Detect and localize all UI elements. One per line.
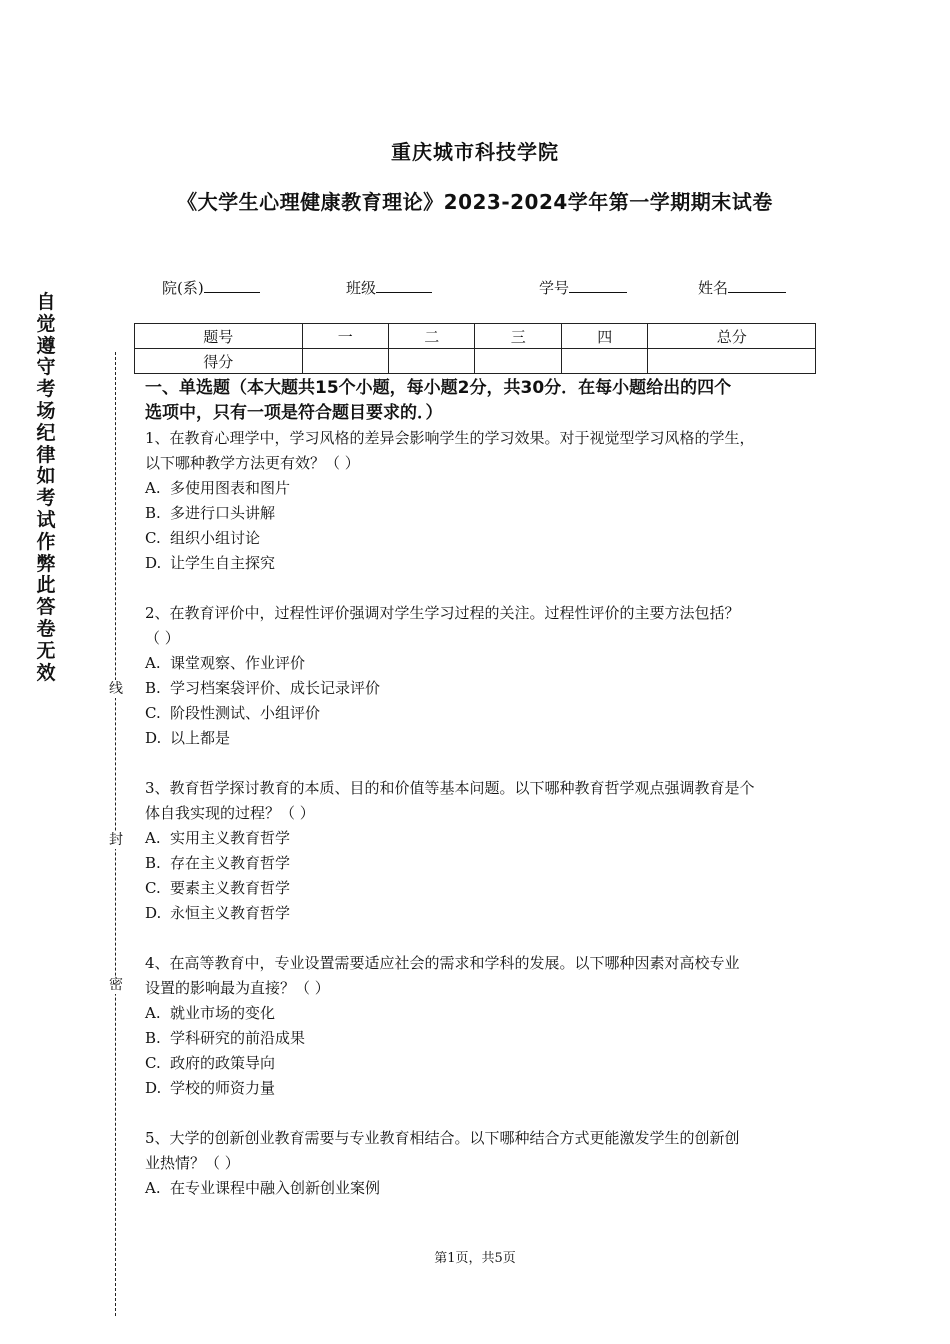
question-stem-line: 以下哪种教学方法更有效？（ ） xyxy=(145,454,360,472)
question-stem-line: 4、在高等教育中，专业设置需要适应社会的需求和学科的发展。以下哪种因素对高校专业 xyxy=(145,954,740,972)
option-c[interactable]: C. 要素主义教育哲学 xyxy=(145,879,291,897)
score-cell-2[interactable] xyxy=(388,349,474,374)
score-table-score-row xyxy=(135,349,816,374)
question-5 xyxy=(145,1126,821,1201)
question-2 xyxy=(145,601,821,751)
binding-warning-char: 弊 xyxy=(36,552,56,575)
name-field xyxy=(698,276,786,298)
binding-warning-char: 作 xyxy=(36,530,56,553)
class-field xyxy=(346,276,432,298)
student-id-label: 学号 xyxy=(539,279,570,297)
option-b[interactable]: B. 存在主义教育哲学 xyxy=(145,854,291,872)
score-table-col-1: 一 xyxy=(302,324,388,349)
score-table-col-3: 三 xyxy=(475,324,561,349)
binding-secret-label: 密 xyxy=(106,976,126,994)
binding-warning-char: 遵 xyxy=(36,334,56,357)
question-3 xyxy=(145,776,821,926)
school-name: 重庆城市科技学院 xyxy=(391,140,559,164)
exam-content xyxy=(145,376,821,1201)
score-cell-4[interactable] xyxy=(561,349,647,374)
department-field xyxy=(162,276,260,298)
question-stem-line: 业热情？（ ） xyxy=(145,1154,240,1172)
binding-warning-char: 考 xyxy=(36,487,56,510)
class-label: 班级 xyxy=(346,279,377,297)
section-heading-line-1: 一、单选题（本大题共15个小题，每小题2分，共30分．在每小题给出的四个 xyxy=(145,378,732,398)
option-a[interactable]: A. 多使用图表和图片 xyxy=(145,479,291,497)
question-stem-line: 2、在教育评价中，过程性评价强调对学生学习过程的关注。过程性评价的主要方法包括？ xyxy=(145,604,740,622)
binding-warning-char: 无 xyxy=(36,639,56,662)
option-c[interactable]: C. 组织小组讨论 xyxy=(145,529,261,547)
question-4 xyxy=(145,951,821,1101)
binding-warning-char: 考 xyxy=(36,378,56,401)
option-b[interactable]: B. 学科研究的前沿成果 xyxy=(145,1029,306,1047)
option-a[interactable]: A. 在专业课程中融入创新创业案例 xyxy=(145,1179,381,1197)
option-a[interactable]: A. 就业市场的变化 xyxy=(145,1004,276,1022)
option-b[interactable]: B. 多进行口头讲解 xyxy=(145,504,276,522)
student-id-blank[interactable] xyxy=(569,276,627,293)
binding-warning-char: 如 xyxy=(36,465,56,488)
option-a[interactable]: A. 课堂观察、作业评价 xyxy=(145,654,306,672)
binding-warning-char: 效 xyxy=(36,661,56,684)
exam-title: 《大学生心理健康教育理论》2023-2024学年第一学期期末试卷 xyxy=(177,190,773,214)
student-id-field xyxy=(539,276,627,298)
option-d[interactable]: D. 学校的师资力量 xyxy=(145,1079,276,1097)
student-info-row xyxy=(0,276,950,300)
question-1 xyxy=(145,426,821,576)
question-stem-line: 设置的影响最为直接？（ ） xyxy=(145,979,330,997)
score-table-header-row xyxy=(135,324,816,349)
binding-warning-char: 场 xyxy=(36,399,56,422)
binding-line-label: 线 xyxy=(106,680,126,698)
question-stem-line: 5、大学的创新创业教育需要与专业教育相结合。以下哪种结合方式更能激发学生的创新创 xyxy=(145,1129,740,1147)
score-cell-total[interactable] xyxy=(648,349,816,374)
option-c[interactable]: C. 政府的政策导向 xyxy=(145,1054,276,1072)
binding-warning-char: 觉 xyxy=(36,312,56,335)
score-cell-1[interactable] xyxy=(302,349,388,374)
option-b[interactable]: B. 学习档案袋评价、成长记录评价 xyxy=(145,679,381,697)
class-blank[interactable] xyxy=(376,276,432,293)
option-a[interactable]: A. 实用主义教育哲学 xyxy=(145,829,291,847)
question-stem-line: （ ） xyxy=(145,629,180,647)
score-table-col-4: 四 xyxy=(561,324,647,349)
option-d[interactable]: D. 永恒主义教育哲学 xyxy=(145,904,291,922)
score-table-col-total: 总分 xyxy=(648,324,816,349)
binding-warning-char: 此 xyxy=(36,574,56,597)
score-cell-3[interactable] xyxy=(475,349,561,374)
binding-warning-char: 自 xyxy=(36,291,56,313)
page-number: 第1页，共5页 xyxy=(434,1251,516,1266)
department-label: 院(系) xyxy=(162,279,204,297)
option-d[interactable]: D. 以上都是 xyxy=(145,729,231,747)
binding-seal-label: 封 xyxy=(106,831,126,849)
binding-warning-char: 试 xyxy=(36,508,56,531)
question-stem-line: 1、在教育心理学中，学习风格的差异会影响学生的学习效果。对于视觉型学习风格的学生， xyxy=(145,429,755,447)
score-row-header: 得分 xyxy=(135,349,303,374)
binding-warning-text xyxy=(34,292,58,684)
name-blank[interactable] xyxy=(728,276,786,293)
section-heading-line-2: 选项中，只有一项是符合题目要求的．） xyxy=(145,403,443,423)
department-blank[interactable] xyxy=(204,276,260,293)
score-table-col-2: 二 xyxy=(388,324,474,349)
option-d[interactable]: D. 让学生自主探究 xyxy=(145,554,276,572)
binding-warning-char: 律 xyxy=(36,443,56,466)
name-label: 姓名 xyxy=(698,279,729,297)
question-stem-line: 体自我实现的过程？（ ） xyxy=(145,804,315,822)
binding-warning-char: 守 xyxy=(36,356,56,379)
score-table xyxy=(134,323,816,374)
binding-warning-char: 纪 xyxy=(36,421,56,444)
score-table-row-header: 题号 xyxy=(135,324,303,349)
section-heading xyxy=(145,376,821,426)
binding-warning-char: 答 xyxy=(36,596,56,619)
binding-warning-char: 卷 xyxy=(36,617,56,640)
question-stem-line: 3、教育哲学探讨教育的本质、目的和价值等基本问题。以下哪种教育哲学观点强调教育是个 xyxy=(145,779,755,797)
option-c[interactable]: C. 阶段性测试、小组评价 xyxy=(145,704,321,722)
